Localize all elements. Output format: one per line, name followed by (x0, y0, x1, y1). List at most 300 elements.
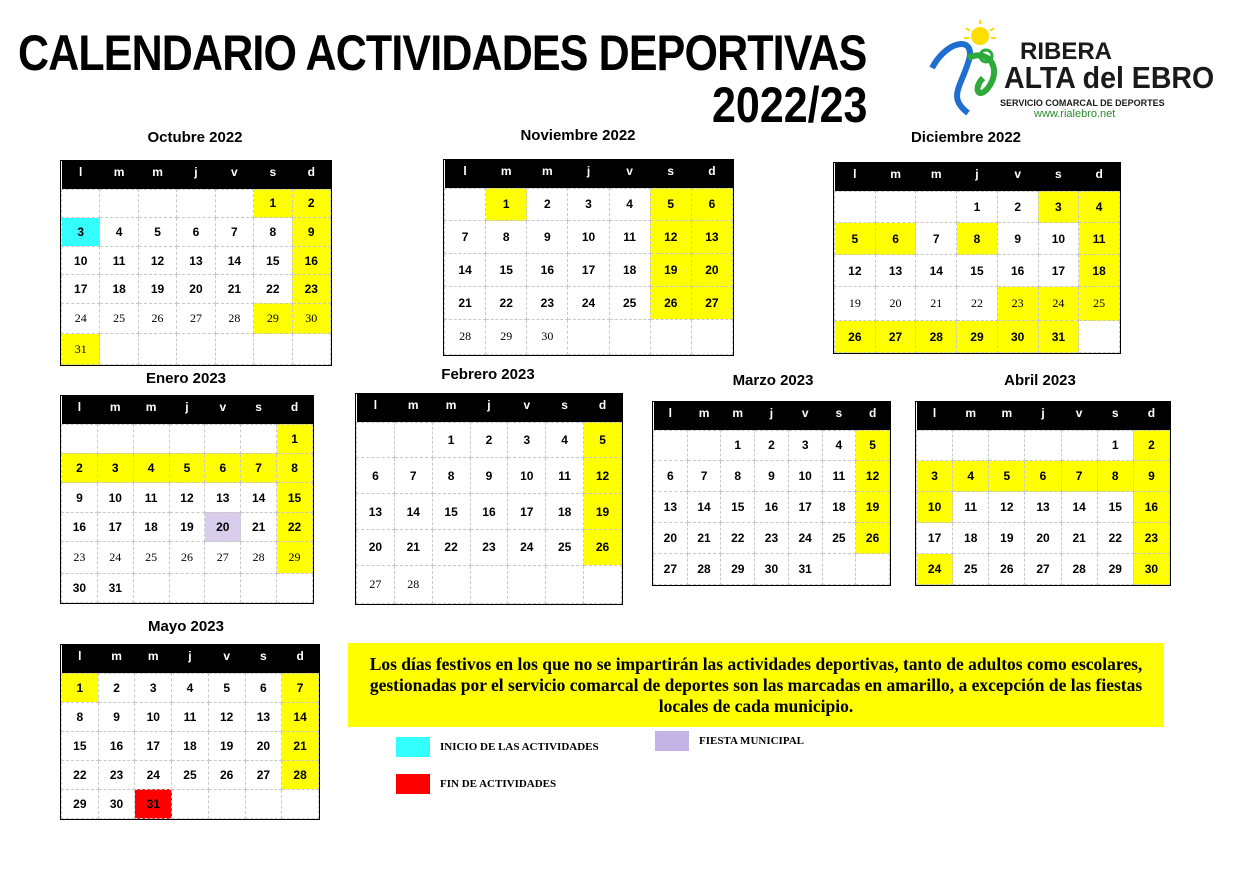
weekday-header: v (208, 645, 245, 673)
day-cell: 4 (100, 218, 138, 247)
day-cell: 12 (856, 461, 890, 492)
day-cell: 1 (432, 422, 470, 458)
day-cell: 2 (997, 191, 1038, 223)
day-cell (208, 789, 245, 818)
day-cell: 17 (788, 492, 822, 523)
day-cell: 3 (97, 453, 133, 482)
day-cell (687, 430, 721, 461)
day-cell: 25 (609, 287, 650, 320)
day-cell: 11 (822, 461, 856, 492)
day-cell: 15 (62, 731, 99, 760)
day-cell: 21 (282, 731, 319, 760)
day-cell (245, 789, 282, 818)
weekday-header: j (755, 402, 789, 430)
day-cell: 13 (691, 221, 732, 254)
day-cell: 11 (133, 483, 169, 512)
day-cell: 28 (282, 760, 319, 789)
day-cell: 7 (1061, 461, 1097, 492)
day-cell: 11 (100, 246, 138, 275)
weekday-header: l (654, 402, 688, 430)
day-cell: 31 (97, 573, 133, 602)
day-cell: 16 (527, 254, 568, 287)
day-cell: 3 (917, 461, 953, 492)
day-cell: 28 (687, 554, 721, 585)
day-cell: 18 (100, 275, 138, 304)
day-cell: 5 (650, 188, 691, 221)
day-cell: 13 (357, 494, 395, 530)
weekday-header: v (997, 163, 1038, 191)
legend-end-label: FIN DE ACTIVIDADES (440, 778, 557, 790)
day-cell (62, 424, 98, 453)
day-cell (205, 573, 241, 602)
weekday-header: m (133, 396, 169, 424)
day-cell: 26 (650, 287, 691, 320)
day-cell: 27 (205, 542, 241, 573)
day-cell: 29 (957, 321, 998, 353)
day-cell: 16 (997, 255, 1038, 287)
weekday-header: s (254, 161, 292, 189)
day-cell: 2 (62, 453, 98, 482)
weekday-header: l (62, 161, 100, 189)
day-cell: 20 (691, 254, 732, 287)
day-cell (654, 430, 688, 461)
day-cell: 16 (98, 731, 135, 760)
day-cell: 6 (875, 223, 916, 255)
day-cell: 18 (133, 512, 169, 541)
day-cell: 23 (62, 542, 98, 573)
day-cell: 10 (917, 492, 953, 523)
day-cell: 3 (135, 673, 172, 702)
day-cell: 8 (1097, 461, 1133, 492)
day-cell: 10 (135, 702, 172, 731)
month-title: Marzo 2023 (732, 372, 814, 389)
day-cell (205, 424, 241, 453)
day-cell: 26 (835, 321, 876, 353)
day-cell: 9 (997, 223, 1038, 255)
weekday-header: j (172, 645, 209, 673)
day-cell (215, 189, 253, 218)
day-cell (357, 422, 395, 458)
weekday-header: s (546, 394, 584, 422)
day-cell: 17 (135, 731, 172, 760)
day-cell: 29 (486, 319, 527, 354)
day-cell: 15 (432, 494, 470, 530)
day-cell: 2 (755, 430, 789, 461)
day-cell: 25 (822, 523, 856, 554)
day-cell: 10 (1038, 223, 1079, 255)
day-cell: 23 (997, 287, 1038, 321)
logo-line3: SERVICIO COMARCAL DE DEPORTES (1000, 98, 1165, 108)
day-cell: 26 (169, 542, 205, 573)
day-cell: 19 (584, 494, 622, 530)
weekday-header: j (470, 394, 508, 422)
weekday-header: s (245, 645, 282, 673)
day-cell: 22 (254, 275, 292, 304)
day-cell: 1 (486, 188, 527, 221)
day-cell: 18 (172, 731, 209, 760)
day-cell: 30 (292, 303, 330, 334)
day-cell: 13 (1025, 492, 1061, 523)
day-cell: 21 (687, 523, 721, 554)
weekday-header: s (650, 160, 691, 188)
day-cell: 4 (609, 188, 650, 221)
day-cell: 5 (835, 223, 876, 255)
day-cell: 26 (989, 554, 1025, 585)
day-cell: 26 (138, 303, 176, 334)
weekday-header: l (835, 163, 876, 191)
month-title: Febrero 2023 (441, 366, 535, 383)
day-cell: 4 (133, 453, 169, 482)
page-title: CALENDARIO ACTIVIDADES DEPORTIVAS (18, 25, 867, 81)
legend-local-swatch (655, 731, 689, 751)
day-cell (241, 424, 277, 453)
legend-local-label: FIESTA MUNICIPAL (699, 735, 805, 747)
day-cell: 7 (445, 221, 486, 254)
day-cell: 18 (1079, 255, 1120, 287)
day-cell: 3 (508, 422, 546, 458)
day-cell: 24 (508, 529, 546, 565)
day-cell: 6 (205, 453, 241, 482)
day-cell: 30 (997, 321, 1038, 353)
weekday-header: d (856, 402, 890, 430)
holiday-note: Los días festivos en los que no se impartirán las actividades deportivas, tanto de adultos como escolares, gestionadas por el servicio comarcal de deportes son las marcadas en amarillo, a excepción de las fiestas locales de cada municipio. (348, 643, 1164, 727)
day-cell: 20 (654, 523, 688, 554)
day-cell: 22 (277, 512, 313, 541)
day-cell: 24 (1038, 287, 1079, 321)
day-cell: 13 (205, 483, 241, 512)
weekday-header: m (989, 402, 1025, 430)
day-cell: 15 (254, 246, 292, 275)
weekday-header: l (62, 396, 98, 424)
day-cell: 21 (394, 529, 432, 565)
day-cell: 17 (62, 275, 100, 304)
day-cell (138, 189, 176, 218)
day-cell: 4 (1079, 191, 1120, 223)
legend-end (396, 774, 556, 794)
day-cell: 27 (1025, 554, 1061, 585)
month-grid (443, 159, 734, 356)
season-year: 2022/23 (712, 77, 868, 133)
day-cell: 2 (470, 422, 508, 458)
weekday-header: m (100, 161, 138, 189)
day-cell: 3 (1038, 191, 1079, 223)
day-cell: 8 (432, 458, 470, 494)
day-cell: 19 (650, 254, 691, 287)
day-cell: 24 (788, 523, 822, 554)
day-cell: 13 (177, 246, 215, 275)
day-cell: 31 (788, 554, 822, 585)
day-cell: 6 (1025, 461, 1061, 492)
day-cell: 22 (721, 523, 755, 554)
month-grid (652, 401, 891, 586)
day-cell: 31 (1038, 321, 1079, 353)
day-cell (835, 191, 876, 223)
weekday-header: v (609, 160, 650, 188)
weekday-header: m (135, 645, 172, 673)
weekday-header: v (215, 161, 253, 189)
day-cell (282, 789, 319, 818)
day-cell: 6 (654, 461, 688, 492)
day-cell: 22 (62, 760, 99, 789)
weekday-header: j (568, 160, 609, 188)
weekday-header: m (138, 161, 176, 189)
weekday-header: m (527, 160, 568, 188)
day-cell: 21 (1061, 523, 1097, 554)
weekday-header: l (917, 402, 953, 430)
day-cell: 21 (445, 287, 486, 320)
day-cell: 5 (138, 218, 176, 247)
day-cell: 12 (138, 246, 176, 275)
day-cell (169, 573, 205, 602)
day-cell (169, 424, 205, 453)
month-title: Enero 2023 (145, 370, 227, 387)
day-cell: 27 (875, 321, 916, 353)
day-cell: 23 (755, 523, 789, 554)
day-cell: 24 (135, 760, 172, 789)
day-cell: 1 (277, 424, 313, 453)
day-cell: 5 (169, 453, 205, 482)
weekday-header: m (953, 402, 989, 430)
day-cell: 16 (62, 512, 98, 541)
day-cell: 13 (654, 492, 688, 523)
day-cell: 27 (691, 287, 732, 320)
day-cell: 14 (687, 492, 721, 523)
weekday-header: v (1061, 402, 1097, 430)
month-title: Abril 2023 (1004, 372, 1076, 389)
day-cell: 20 (205, 512, 241, 541)
day-cell: 19 (208, 731, 245, 760)
legend-start (396, 737, 599, 757)
day-cell (62, 189, 100, 218)
day-cell: 5 (856, 430, 890, 461)
month-title: Mayo 2023 (148, 618, 224, 635)
day-cell: 16 (470, 494, 508, 530)
day-cell: 28 (1061, 554, 1097, 585)
day-cell: 1 (957, 191, 998, 223)
weekday-header: m (721, 402, 755, 430)
legend-start-swatch (396, 737, 430, 757)
day-cell: 4 (172, 673, 209, 702)
day-cell: 8 (957, 223, 998, 255)
day-cell (138, 334, 176, 365)
weekday-header: d (292, 161, 330, 189)
day-cell: 2 (527, 188, 568, 221)
day-cell: 9 (62, 483, 98, 512)
weekday-header: m (432, 394, 470, 422)
day-cell: 29 (277, 542, 313, 573)
day-cell: 11 (172, 702, 209, 731)
weekday-header: s (241, 396, 277, 424)
day-cell: 17 (1038, 255, 1079, 287)
day-cell: 20 (245, 731, 282, 760)
day-cell: 7 (394, 458, 432, 494)
day-cell: 24 (62, 303, 100, 334)
day-cell: 1 (254, 189, 292, 218)
day-cell: 2 (98, 673, 135, 702)
day-cell: 2 (1133, 430, 1169, 461)
day-cell: 25 (953, 554, 989, 585)
day-cell: 23 (470, 529, 508, 565)
month-grid (355, 393, 623, 605)
weekday-header: m (916, 163, 957, 191)
weekday-header: m (875, 163, 916, 191)
day-cell: 10 (97, 483, 133, 512)
day-cell: 14 (1061, 492, 1097, 523)
day-cell: 22 (957, 287, 998, 321)
weekday-header: m (687, 402, 721, 430)
day-cell: 17 (508, 494, 546, 530)
day-cell (177, 334, 215, 365)
legend-end-swatch (396, 774, 430, 794)
weekday-header: l (62, 645, 99, 673)
day-cell: 12 (835, 255, 876, 287)
weekday-header: j (169, 396, 205, 424)
day-cell: 22 (1097, 523, 1133, 554)
day-cell: 25 (100, 303, 138, 334)
day-cell: 16 (755, 492, 789, 523)
day-cell: 9 (527, 221, 568, 254)
day-cell: 7 (241, 453, 277, 482)
weekday-header: j (957, 163, 998, 191)
weekday-header: m (486, 160, 527, 188)
day-cell: 8 (486, 221, 527, 254)
day-cell: 18 (609, 254, 650, 287)
day-cell: 12 (208, 702, 245, 731)
day-cell (875, 191, 916, 223)
day-cell: 28 (394, 565, 432, 603)
day-cell: 3 (568, 188, 609, 221)
day-cell: 8 (62, 702, 99, 731)
day-cell: 17 (568, 254, 609, 287)
weekday-header: m (97, 396, 133, 424)
day-cell: 22 (486, 287, 527, 320)
day-cell: 14 (282, 702, 319, 731)
day-cell: 10 (788, 461, 822, 492)
day-cell (100, 189, 138, 218)
day-cell (432, 565, 470, 603)
day-cell: 6 (177, 218, 215, 247)
day-cell (470, 565, 508, 603)
weekday-header: d (277, 396, 313, 424)
day-cell: 24 (917, 554, 953, 585)
day-cell: 19 (989, 523, 1025, 554)
day-cell: 4 (953, 461, 989, 492)
day-cell: 25 (1079, 287, 1120, 321)
day-cell: 7 (282, 673, 319, 702)
day-cell: 23 (1133, 523, 1169, 554)
day-cell: 28 (445, 319, 486, 354)
legend-start-label: INICIO DE LAS ACTIVIDADES (440, 741, 599, 753)
day-cell: 1 (721, 430, 755, 461)
month-title: Diciembre 2022 (910, 129, 1022, 146)
day-cell: 10 (62, 246, 100, 275)
day-cell: 15 (721, 492, 755, 523)
day-cell: 14 (215, 246, 253, 275)
ribera-alta-logo (928, 18, 1215, 128)
day-cell: 8 (277, 453, 313, 482)
day-cell: 19 (835, 287, 876, 321)
day-cell: 27 (177, 303, 215, 334)
weekday-header: j (177, 161, 215, 189)
day-cell: 5 (584, 422, 622, 458)
day-cell: 12 (650, 221, 691, 254)
day-cell: 27 (357, 565, 395, 603)
day-cell (916, 191, 957, 223)
day-cell: 30 (98, 789, 135, 818)
day-cell: 8 (254, 218, 292, 247)
weekday-header: v (788, 402, 822, 430)
day-cell: 10 (508, 458, 546, 494)
day-cell (650, 319, 691, 354)
day-cell: 14 (241, 483, 277, 512)
day-cell: 12 (169, 483, 205, 512)
weekday-header: v (205, 396, 241, 424)
weekday-header: d (1133, 402, 1169, 430)
day-cell: 14 (445, 254, 486, 287)
day-cell (97, 424, 133, 453)
day-cell: 29 (1097, 554, 1133, 585)
day-cell: 14 (394, 494, 432, 530)
weekday-header: s (1038, 163, 1079, 191)
day-cell: 9 (755, 461, 789, 492)
day-cell: 25 (133, 542, 169, 573)
day-cell: 19 (169, 512, 205, 541)
day-cell: 6 (245, 673, 282, 702)
day-cell: 16 (1133, 492, 1169, 523)
day-cell: 13 (245, 702, 282, 731)
day-cell (1079, 321, 1120, 353)
day-cell: 9 (292, 218, 330, 247)
day-cell: 21 (215, 275, 253, 304)
day-cell: 31 (135, 789, 172, 818)
day-cell: 18 (822, 492, 856, 523)
day-cell: 28 (916, 321, 957, 353)
day-cell (989, 430, 1025, 461)
day-cell (292, 334, 330, 365)
day-cell: 18 (953, 523, 989, 554)
day-cell: 9 (1133, 461, 1169, 492)
day-cell: 28 (215, 303, 253, 334)
day-cell: 4 (822, 430, 856, 461)
day-cell: 30 (1133, 554, 1169, 585)
day-cell: 29 (721, 554, 755, 585)
day-cell: 11 (953, 492, 989, 523)
day-cell: 18 (546, 494, 584, 530)
day-cell: 5 (208, 673, 245, 702)
day-cell: 8 (721, 461, 755, 492)
day-cell (568, 319, 609, 354)
day-cell: 11 (1079, 223, 1120, 255)
day-cell: 12 (989, 492, 1025, 523)
day-cell (1025, 430, 1061, 461)
weekday-header: d (282, 645, 319, 673)
day-cell: 20 (177, 275, 215, 304)
day-cell: 20 (875, 287, 916, 321)
day-cell: 11 (546, 458, 584, 494)
day-cell: 10 (568, 221, 609, 254)
weekday-header: l (357, 394, 395, 422)
day-cell (822, 554, 856, 585)
day-cell (394, 422, 432, 458)
day-cell: 15 (277, 483, 313, 512)
day-cell: 17 (917, 523, 953, 554)
day-cell: 15 (957, 255, 998, 287)
day-cell: 19 (856, 492, 890, 523)
weekday-header: v (508, 394, 546, 422)
day-cell (1061, 430, 1097, 461)
day-cell: 23 (98, 760, 135, 789)
day-cell: 30 (527, 319, 568, 354)
